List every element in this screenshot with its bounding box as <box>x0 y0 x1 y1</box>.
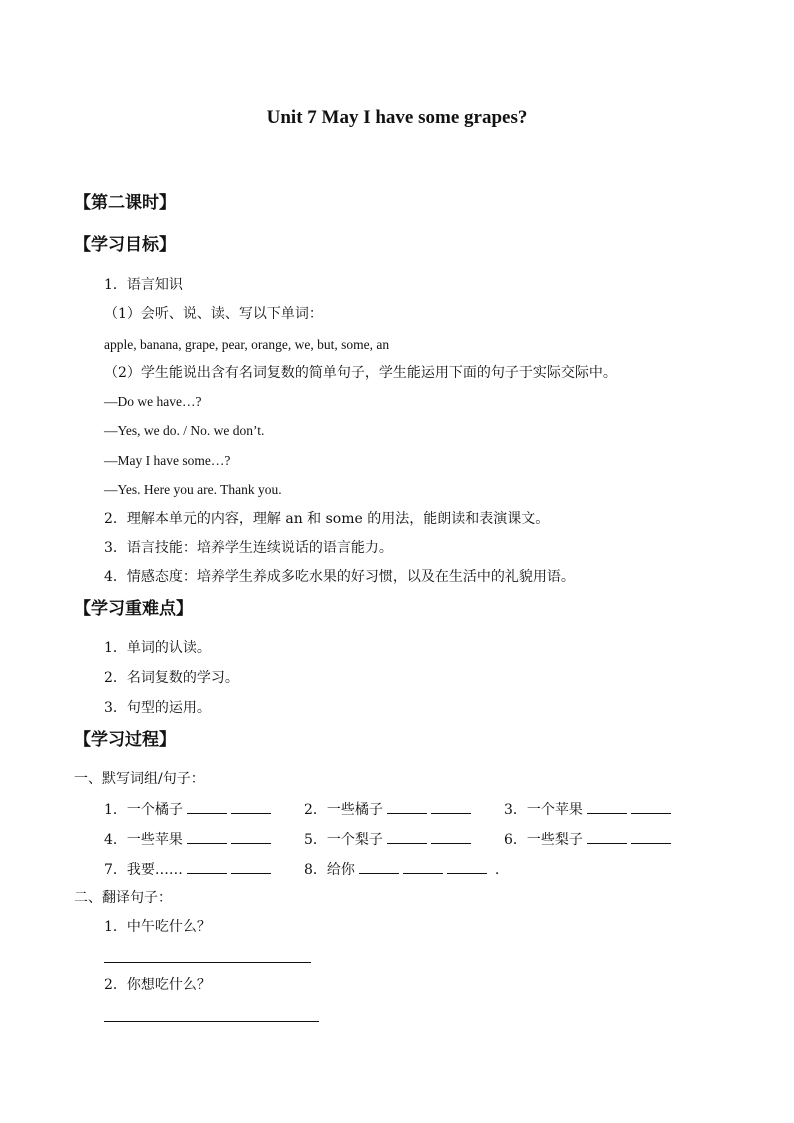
dictation-prompt: 2．一些橘子 <box>304 802 383 818</box>
answer-blank[interactable] <box>359 860 399 874</box>
answer-blank[interactable] <box>587 830 627 844</box>
process-heading: 【学习过程】 <box>74 730 176 750</box>
answer-blank[interactable] <box>631 830 671 844</box>
objective-item-1-sub-2: （2）学生能说出含有名词复数的简单句子，学生能运用下面的句子于实际交际中。 <box>104 365 617 381</box>
translation-answer-line[interactable] <box>104 1021 319 1022</box>
dictation-item <box>504 830 671 849</box>
section-translate: 二、翻译句子： <box>74 890 172 906</box>
dictation-prompt: 7．我要…… <box>104 862 183 878</box>
dictation-prompt: 4．一些苹果 <box>104 832 183 848</box>
sentence-period: . <box>494 862 500 878</box>
answer-blank[interactable] <box>447 860 487 874</box>
vocabulary-list: apple, banana, grape, pear, orange, we, but, some, an <box>104 337 390 352</box>
dictation-item <box>304 800 471 819</box>
answer-blank[interactable] <box>587 800 627 814</box>
answer-blank[interactable] <box>231 860 271 874</box>
answer-blank[interactable] <box>387 800 427 814</box>
answer-blank[interactable] <box>231 800 271 814</box>
document-title: Unit 7 May I have some grapes? <box>266 107 528 128</box>
dictation-prompt: 8．给你 <box>304 862 355 878</box>
answer-blank[interactable] <box>187 860 227 874</box>
answer-blank[interactable] <box>431 800 471 814</box>
answer-blank[interactable] <box>187 800 227 814</box>
dictation-item <box>104 860 271 879</box>
dialogue-line: —Yes, we do. / No. we don’t. <box>104 423 265 438</box>
objective-item-4: 4．情感态度：培养学生养成多吃水果的好习惯，以及在生活中的礼貌用语。 <box>104 569 575 585</box>
dictation-prompt: 3．一个苹果 <box>504 802 583 818</box>
dictation-prompt: 6．一些梨子 <box>504 832 583 848</box>
dialogue-line: —Yes. Here you are. Thank you. <box>104 482 282 497</box>
answer-blank[interactable] <box>631 800 671 814</box>
dictation-item <box>104 830 271 849</box>
key-point-item: 2．名词复数的学习。 <box>104 670 239 686</box>
key-point-item: 3．句型的运用。 <box>104 700 211 716</box>
objectives-heading: 【学习目标】 <box>74 235 176 255</box>
answer-blank[interactable] <box>431 830 471 844</box>
objective-item-3: 3．语言技能：培养学生连续说话的语言能力。 <box>104 540 393 556</box>
dialogue-line: —May I have some…? <box>104 453 231 468</box>
key-points-heading: 【学习重难点】 <box>74 599 193 619</box>
objective-item-1: 1．语言知识 <box>104 277 183 293</box>
objective-item-1-sub-1: （1）会听、说、读、写以下单词： <box>104 306 323 322</box>
dictation-item <box>304 860 499 879</box>
dictation-item <box>504 800 671 819</box>
dialogue-line: —Do we have…? <box>104 394 202 409</box>
translate-prompt: 2．你想吃什么？ <box>104 977 211 993</box>
section-dictation: 一、默写词组/句子： <box>74 771 205 787</box>
answer-blank[interactable] <box>387 830 427 844</box>
dictation-prompt: 1．一个橘子 <box>104 802 183 818</box>
dictation-item <box>304 830 471 849</box>
dictation-prompt: 5．一个梨子 <box>304 832 383 848</box>
answer-blank[interactable] <box>231 830 271 844</box>
translate-prompt: 1．中午吃什么？ <box>104 919 211 935</box>
translation-answer-line[interactable] <box>104 962 311 963</box>
lesson-heading: 【第二课时】 <box>74 193 176 213</box>
dictation-item <box>104 800 271 819</box>
key-point-item: 1．单词的认读。 <box>104 640 211 656</box>
answer-blank[interactable] <box>187 830 227 844</box>
answer-blank[interactable] <box>403 860 443 874</box>
objective-item-2: 2．理解本单元的内容，理解 an 和 some 的用法，能朗读和表演课文。 <box>104 511 550 527</box>
